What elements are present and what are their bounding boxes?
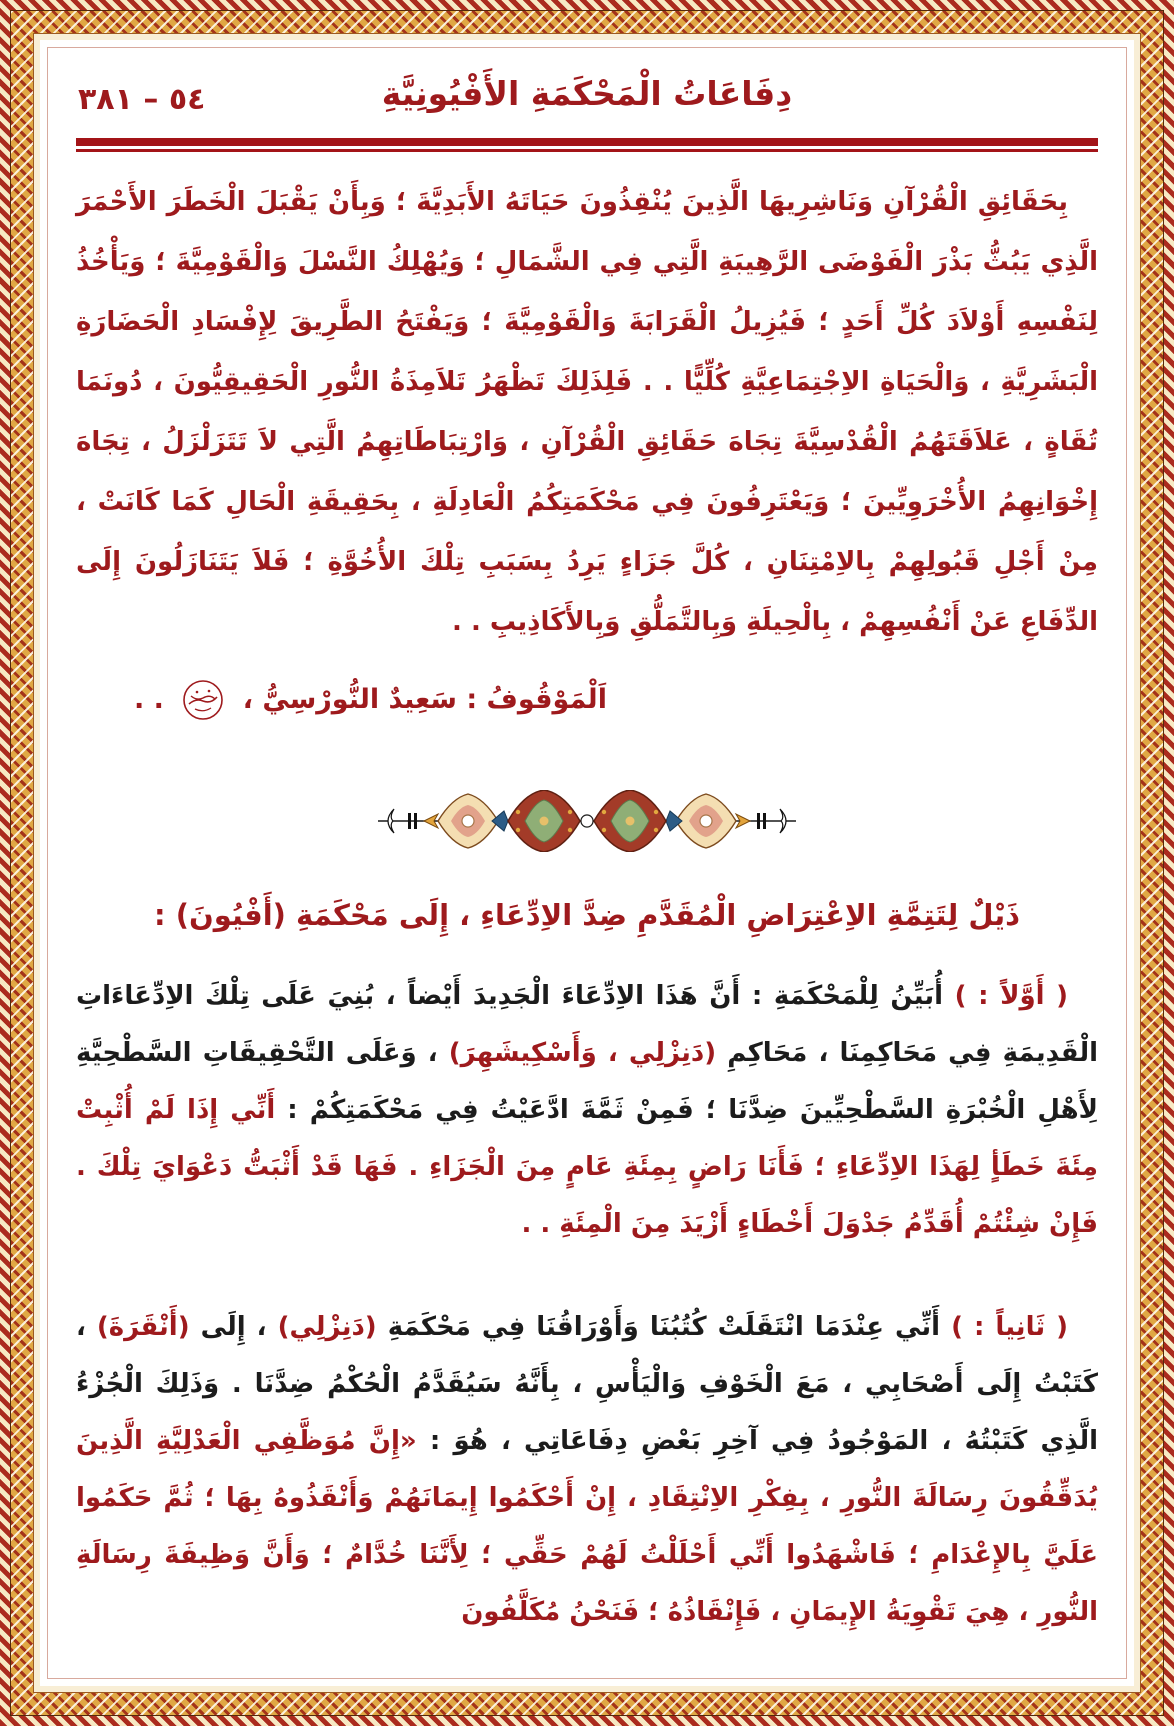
first-run1: أُبَيِّنُ لِلْمَحْكَمَةِ : أَنَّ هَذَا الاِدِّعَاءَ الْجَدِيدَ أَيْضاً ، بُنِيَ عَلَى تِلْكَ الاِدِّعَاءَاتِ الْقَدِيمَةِ فِي مَحَاكِمِنَا ، مَحَاكِمِ: [76, 981, 1098, 1068]
first-run4-claim: أَنِّي إِذَا لَمْ أُثْبِتْ مِئَةَ خَطَأٍ لِهَذَا الاِدِّعَاءِ ؛ فَأَنَا رَاضٍ بِمِئَةِ عَامٍ مِنَ الْجَزَاءِ . فَهَا قَدْ أَثْبَتُّ دَعْوَايَ تِلْكَ . فَإِنْ شِئْتُمْ أُقَدِّمُ جَدْوَلَ أَخْطَاءٍ أَزْيَدَ مِنَ الْمِئَةِ . .: [76, 1095, 1098, 1239]
header-rule-thin: [76, 149, 1098, 152]
first-run2-courts: (دَنِزْلِي ، وَأَسْكِيشَهِرَ): [448, 1038, 717, 1068]
appendix-heading: ذَيْلٌ لِتَتِمَّةِ الاِعْتِرَاضِ الْمُقَدَّمِ ضِدَّ الاِدِّعَاءِ ، إِلَى مَحْكَمَةِ (أَفْيُونَ) :: [154, 898, 1020, 932]
floral-divider-icon: [372, 790, 802, 852]
section-divider: [76, 790, 1098, 856]
second-run2-denizli: (دَنِزْلِي): [277, 1312, 377, 1342]
second-marker: ( ثَانِياً : ): [951, 1312, 1069, 1342]
second-run5: ، كَتَبْتُ إِلَى أَصْحَابِي ، مَعَ الْخَوْفِ وَالْيَأْسِ ، بِأَنَّهُ سَيُقَدَّمُ الْحُكْمُ ضِدَّنَا . وَذَلِكَ الْجُزْءُ الَّذِي كَتَبْتُهُ ، المَوْجُودُ فِي آخِرِ بَعْضِ دِفَاعَاتِي ، هُوَ :: [76, 1312, 1099, 1456]
page-title: دِفَاعَاتُ الْمَحْكَمَةِ الأَفْيُونِيَّةِ: [381, 74, 793, 113]
paragraph-second: [76, 1299, 1098, 1641]
first-run3: ، وَعَلَى التَّحْقِيقَاتِ السَّطْحِيَّةِ لِأَهْلِ الْخُبْرَةِ السَّطْحِيِّينَ ضِدَّنَا ؛ فَمِنْ ثَمَّةَ ادَّعَيْتُ فِي مَحْكَمَتِكُمْ :: [76, 1038, 1098, 1125]
signature-suffix: . .: [134, 684, 164, 715]
header-rule-thick: [76, 138, 1098, 146]
radi-allahu-anhu-seal-icon: [181, 678, 225, 722]
second-run4-ankara: (أَنْقَرَةَ): [96, 1312, 190, 1342]
paragraph-defense: بِحَقَائِقِ الْقُرْآنِ وَنَاشِرِيهَا الَّذِينَ يُنْقِذُونَ حَيَاتَهُ الأَبَدِيَّةَ ؛ وَبِأَنْ يَقْبَلَ الْخَطَرَ الأَحْمَرَ الَّذِي يَبُثُّ بَذْرَ الْفَوْضَى الرَّهِيبَةِ الَّتِي فِي الشَّمَالِ ؛ وَيُهْلِكُ النَّسْلَ وَالْقَوْمِيَّةَ ؛ وَيَأْخُذُ لِنَفْسِهِ أَوْلاَدَ كُلِّ أَحَدٍ ؛ فَيُزِيلُ الْقَرَابَةَ وَالْقَوْمِيَّةَ ؛ وَيَفْتَحُ الطَّرِيقَ لِإِفْسَادِ الْحَضَارَةِ الْبَشَرِيَّةِ ، وَالْحَيَاةِ الاِجْتِمَاعِيَّةِ كُلِّيًّا . . فَلِذَلِكَ تَظْهَرُ تَلاَمِذَةُ النُّورِ الْحَقِيقِيُّونَ ، دُونَمَا تُقَاةٍ ، عَلاَقَتَهُمُ الْقُدْسِيَّةَ تِجَاهَ حَقَائِقِ الْقُرْآنِ ، وَارْتِبَاطَاتِهِمُ الَّتِي لاَ تَتَزَلْزَلُ ، تِجَاهَ إِخْوَانِهِمُ الأُخْرَوِيِّينَ ؛ وَيَعْتَرِفُونَ فِي مَحْكَمَتِكُمُ الْعَادِلَةِ ، بِحَقِيقَةِ الْحَالِ كَمَا كَانَتْ ، مِنْ أَجْلِ قَبُولِهِمْ بِالاِمْتِنَانِ ، كُلَّ جَزَاءٍ يَرِدُ بِسَبَبِ تِلْكَ الأُخُوَّةِ ؛ فَلاَ يَتَنَازَلُونَ إِلَى الدِّفَاعِ عَنْ أَنْفُسِهِمْ ، بِالْحِيلَةِ وَبِالتَّمَلُّقِ وَبِالأَكَاذِيبِ . .: [76, 187, 1098, 637]
page-content: [50, 50, 1124, 1676]
page-number: ٥٤ – ٣٨١: [78, 82, 206, 117]
signature-label: اَلْمَوْقُوفُ : سَعِيدٌ النُّورْسِيُّ ،: [242, 684, 607, 715]
second-run1: أَنِّي عِنْدَمَا انْتَقَلَتْ كُتُبُنَا وَأَوْرَاقُنَا فِي مَحْكَمَةِ: [376, 1312, 952, 1342]
first-marker: ( أَوَّلاً : ): [954, 981, 1068, 1011]
page-header: [76, 62, 1098, 128]
second-run3: ، إِلَى: [189, 1312, 278, 1342]
second-run6-quote: «إِنَّ مُوَظَّفِي الْعَدْلِيَّةِ الَّذِينَ يُدَقِّقُونَ رِسَالَةَ النُّورِ ، بِفِكْرِ الاِنْتِقَادِ ، إِنْ أَحْكَمُوا إِيمَانَهُمْ وَأَنْقَذُوهُ بِهَا ؛ ثُمَّ حَكَمُوا عَلَيَّ بِالإِعْدَامِ ؛ فَاشْهَدُوا أَنِّي أَحْلَلْتُ لَهُمْ حَقِّي ؛ لِأَنَّنَا خُدَّامٌ ؛ وَأَنَّ وَظِيفَةَ رِسَالَةِ النُّورِ ، هِيَ تَقْوِيَةُ الإِيمَانِ ، فَإِنْقَاذُهُ ؛ فَنَحْنُ مُكَلَّفُونَ: [76, 1426, 1098, 1627]
paragraph-first: [76, 968, 1098, 1253]
signature-line: [76, 678, 1098, 744]
